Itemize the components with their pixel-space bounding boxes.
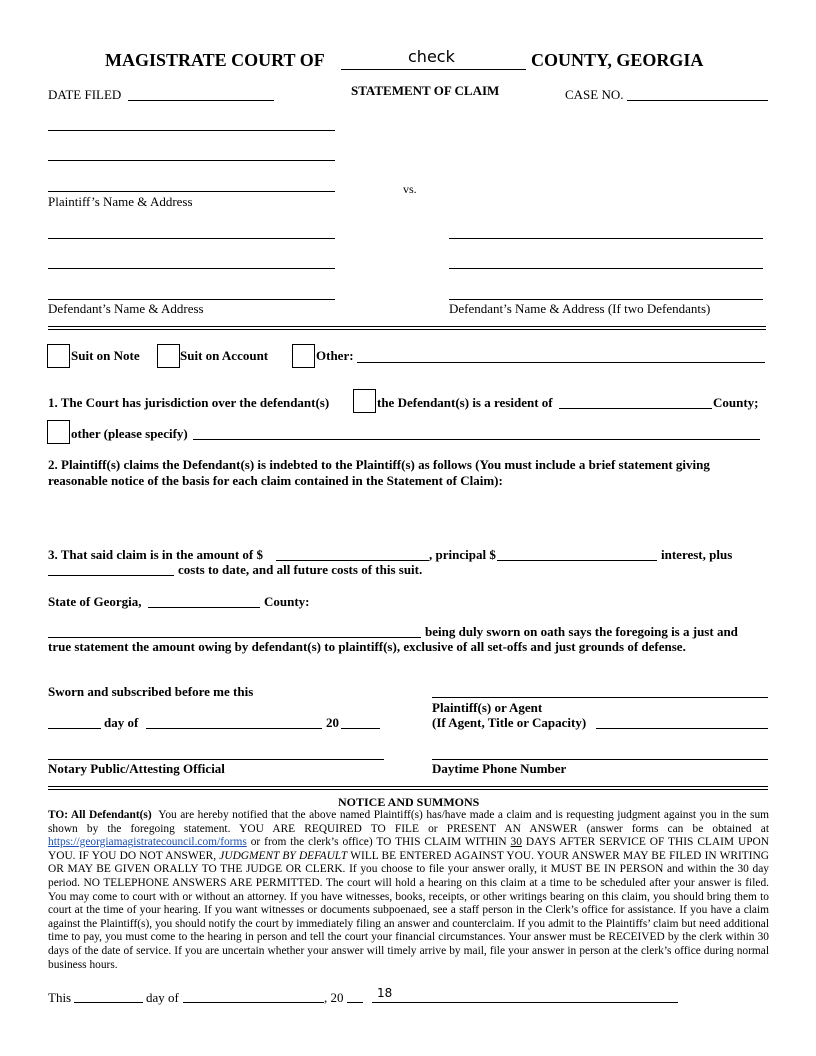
date-filed-label: DATE FILED: [48, 87, 122, 102]
case-no-label: CASE NO.: [565, 87, 624, 102]
footer-day-field[interactable]: [74, 1002, 143, 1003]
suit-on-account-checkbox[interactable]: [157, 344, 180, 368]
costs-field[interactable]: [48, 575, 174, 576]
suit-on-note-label: Suit on Note: [71, 348, 140, 363]
notice-to: TO: All Defendant(s): [48, 809, 152, 821]
notice-p3: DAYS AFTER SERVICE OF THIS CLAIM UPON YOU. IF YOU DO NOT ANSWER,: [48, 836, 770, 862]
defendant2-label: Defendant’s Name & Address (If two Defendants): [449, 301, 711, 316]
plaintiff-signature-field[interactable]: [432, 697, 768, 698]
sworn-year-field[interactable]: [341, 728, 380, 729]
sworn-before-label: Sworn and subscribed before me this: [48, 684, 254, 699]
defendant-label: Defendant’s Name & Address: [48, 301, 204, 316]
year-prefix-label: 20: [326, 715, 339, 730]
sworn-month-field[interactable]: [146, 728, 322, 729]
notice-title: NOTICE AND SUMMONS: [338, 795, 480, 809]
sworn-day-field[interactable]: [48, 728, 101, 729]
other-jurisdiction-field[interactable]: [193, 439, 760, 440]
principal-label: , principal $: [429, 547, 496, 562]
suit-on-account-label: Suit on Account: [180, 348, 269, 363]
costs-label: costs to date, and all future costs of this suit.: [178, 562, 423, 577]
county-field[interactable]: check: [408, 47, 455, 66]
court-title: MAGISTRATE COURT OF: [105, 50, 325, 70]
separator-rule: [48, 789, 768, 790]
footer-year-prefix: , 20: [324, 990, 344, 1005]
defendant2-line-3[interactable]: [449, 299, 763, 300]
suit-on-note-checkbox[interactable]: [47, 344, 70, 368]
footer-month-field[interactable]: [183, 1002, 324, 1003]
interest-label: interest, plus: [661, 547, 733, 562]
date-filed-field[interactable]: [128, 100, 274, 101]
resident-county-label: County;: [713, 395, 759, 410]
notary-label: Notary Public/Attesting Official: [48, 761, 225, 776]
other-jurisdiction-checkbox[interactable]: [47, 420, 70, 444]
principal-field[interactable]: [497, 560, 657, 561]
resident-label: the Defendant(s) is a resident of: [377, 395, 553, 410]
notice-p4: WILL BE ENTERED AGAINST YOU. YOUR ANSWER MAY BE FILED IN WRITING OR MAY BE GIVEN ORALLY TO THE JUDGE OR CLERK. If you choose to file your answer orally, it MUST BE IN PERSON and within the 30 day period. NO TELEPHONE ANSWERS ARE PERMITTED. The court will hold a hearing on this claim at a time to be scheduled after your answer is filed. You may come to court with or without an attorney. If you have witnesses, books, receipts, or other writings bearing on this claim, you should bring them to court at the time of your hearing. If you want witnesses or documents subpoenaed, see a staff person in the Clerk’s office for assistance. If you have a claim against the Plaintiff(s), you should notify the court by immediately filing an answer and counterclaim. If you admit to the Plaintiffs’ claim but need additional time to pay, you must come to the hearing in person and tell the court your financial circumstances. Your answer must be RECEIVED by the clerk within 30 days of the date of service. If you are uncertain whether your answer will timely arrive by mail, file your answer in person at the clerk’s office during normal business hours.: [48, 849, 769, 971]
plaintiff-line-3[interactable]: [48, 191, 335, 192]
day-of-label: day of: [104, 715, 139, 730]
footer-this-label: This: [48, 990, 72, 1005]
suit-other-label: Other:: [316, 348, 354, 363]
plaintiff-agent-label: Plaintiff(s) or Agent: [432, 700, 543, 715]
footer-year-field[interactable]: [347, 1002, 363, 1003]
notice-body: [48, 809, 769, 972]
court-title-county: COUNTY, GEORGIA: [531, 50, 704, 70]
separator-rule: [48, 786, 768, 787]
jurisdiction-text: 1. The Court has jurisdiction over the defendant(s): [48, 395, 330, 410]
defendant-line-3[interactable]: [48, 299, 335, 300]
claim-amount-field[interactable]: [276, 560, 429, 561]
notary-signature-field[interactable]: [48, 759, 384, 760]
footer-day-of-label: day of: [146, 990, 179, 1005]
phone-field[interactable]: [432, 759, 768, 760]
state-label: State of Georgia,: [48, 594, 142, 609]
sworn-line-1: being duly sworn on oath says the foregoing is a just and: [425, 624, 738, 639]
notice-days: 30: [510, 836, 522, 849]
statement-title: STATEMENT OF CLAIM: [351, 83, 500, 98]
case-no-field[interactable]: [627, 100, 768, 101]
footer-signature-field[interactable]: [372, 1002, 678, 1003]
defendant-line-1[interactable]: [48, 238, 335, 239]
plaintiff-line-2[interactable]: [48, 160, 335, 161]
phone-label: Daytime Phone Number: [432, 761, 567, 776]
separator-rule: [48, 329, 766, 330]
plaintiff-label: Plaintiff’s Name & Address: [48, 194, 193, 209]
suit-other-field[interactable]: [357, 362, 765, 363]
oath-county-label: County:: [264, 594, 310, 609]
notice-judgment: JUDGMENT BY DEFAULT: [219, 849, 348, 862]
oath-county-field[interactable]: [148, 607, 260, 608]
defendant2-line-2[interactable]: [449, 268, 763, 269]
notice-p2: or from the clerk’s office) TO THIS CLAIM WITHIN: [246, 836, 511, 849]
resident-county-field[interactable]: [559, 408, 712, 409]
vs-label: vs.: [403, 182, 417, 196]
claim-item-2: 2. Plaintiff(s) claims the Defendant(s) is indebted to the Plaintiff(s) as follows (You must include a brief statement giving reasonable notice of the basis for each claim contained in the Statement of Claim):: [48, 457, 710, 488]
claim-amount-label: 3. That said claim is in the amount of $: [48, 547, 264, 562]
suit-other-checkbox[interactable]: [292, 344, 315, 368]
other-jurisdiction-label: other (please specify): [71, 426, 188, 441]
agent-capacity-field[interactable]: [596, 728, 768, 729]
forms-link[interactable]: https://georgiamagistratecouncil.com/forms: [48, 836, 247, 849]
footer-handwritten-year: 18: [377, 986, 393, 1000]
if-agent-label: (If Agent, Title or Capacity): [432, 715, 587, 730]
defendant-line-2[interactable]: [48, 268, 335, 269]
sworn-line-2: true statement the amount owing by defendant(s) to plaintiff(s), exclusive of all set-offs and just grounds of defense.: [48, 639, 686, 654]
resident-checkbox[interactable]: [353, 389, 376, 413]
defendant2-line-1[interactable]: [449, 238, 763, 239]
separator-rule: [48, 326, 766, 327]
plaintiff-line-1[interactable]: [48, 130, 335, 131]
notice-p1: You are hereby notified that the above named Plaintiff(s) has/have made a claim and is requesting judgment against you in the sum shown by the foregoing statement. YOU ARE REQUIRED TO FILE or PRESENT AN ANSWER (answer forms can be obtained at: [48, 809, 769, 835]
affiant-field[interactable]: [48, 637, 421, 638]
county-line: [341, 69, 526, 70]
